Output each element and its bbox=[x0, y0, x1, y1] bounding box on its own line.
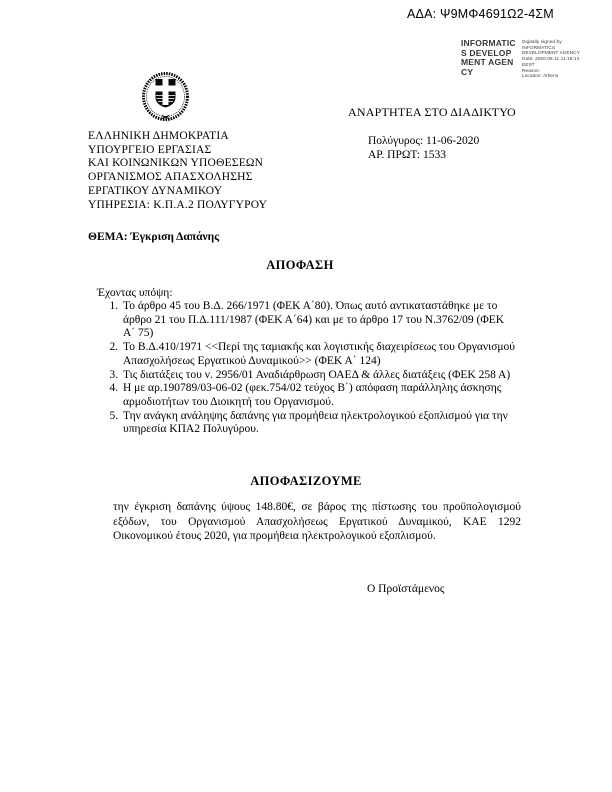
consideration-item: 2. Το Β.Δ.410/1971 <<Περί της ταμιακής και λογιστικής διαχειρίσεως του Οργανισμού Απασχολήσεως Εργατικού Δυναμικού>> (ΦΕΚ Α΄ 124) bbox=[121, 341, 515, 368]
decision-heading: ΑΠΟΦΑΣΗ bbox=[266, 258, 334, 272]
subject-line: ΘΕΜΑ: Έγκριση Δαπάνης bbox=[88, 231, 220, 243]
informatics-agency-label: INFORMATICS DEVELOPMENT AGENCY bbox=[461, 38, 516, 77]
consideration-item: 3. Τις διατάξεις του ν. 2956/01 Αναδιάρθρωση ΟΑΕΔ & άλλες διατάξεις (ΦΕΚ 258 Α) bbox=[121, 369, 515, 383]
org-header bbox=[88, 130, 267, 212]
signature-detail-line: Digitally signed by bbox=[522, 39, 562, 44]
place-date: Πολύγυρος: 11-06-2020 bbox=[368, 135, 480, 147]
signature-detail-line: DEVELOPMENT AGENCY bbox=[522, 50, 580, 56]
protocol-number: ΑΡ. ΠΡΩΤ: 1533 bbox=[368, 149, 446, 161]
ada-number: ΑΔΑ: Ψ9ΜΦ4691Ω2-4ΣΜ bbox=[407, 7, 554, 21]
signature-detail-line: Reason: bbox=[522, 67, 541, 73]
having-regard-label: Έχοντας υπόψη: bbox=[97, 287, 173, 299]
org-line: ΥΠΟΥΡΓΕΙΟ ΕΡΓΑΣΙΑΣ bbox=[88, 143, 212, 156]
signature-detail-line: INFORMATICS bbox=[522, 44, 556, 50]
signature-detail-line: EEST bbox=[522, 61, 535, 67]
publish-note: ΑΝΑΡΤΗΤΕΑ ΣΤΟ ΔΙΑΔΙΚΤΥΟ bbox=[348, 105, 516, 119]
org-line: ΥΠΗΡΕΣΙΑ: Κ.Π.Α.2 ΠΟΛΥΓΥΡΟΥ bbox=[88, 198, 268, 211]
consideration-item: 1. Το άρθρο 45 του Β.Δ. 266/1971 (ΦΕΚ Α΄80). Όπως αυτό αντικαταστάθηκε με το άρθρο 21 του Π.Δ.111/1987 (ΦΕΚ Α΄64) και με το άρθρο 17 του Ν.3762/09 (ΦΕΚ Α΄ 75) bbox=[121, 300, 515, 341]
org-line: ΕΛΛΗΝΙΚΗ ΔΗΜΟΚΡΑΤΙΑ bbox=[88, 130, 229, 142]
greek-coat-of-arms-icon bbox=[141, 71, 190, 122]
signature-detail-line: Location: Athens bbox=[522, 73, 559, 79]
resolution-paragraph: την έγκριση δαπάνης ύψους 148.80€, σε βάρος της πίστωσης του προϋπολογισμού εξόδων, του Οργανισμού Απασχολήσεως Εργατικού Δυναμικού, ΚΑΕ 1292 Οικονομικού έτους 2020, για προμήθεια ηλεκτρολογικού εξοπλισμού. bbox=[113, 501, 521, 543]
consideration-item: 4. Η με αρ.190789/03-06-02 (φεκ.754/02 τεύχος Β΄) απόφαση παράλληλης άσκησης αρμοδιοτήτων του Διοικητή του Οργανισμού. bbox=[121, 382, 515, 409]
signature-details bbox=[522, 39, 602, 79]
org-line: ΟΡΓΑΝΙΣΜΟΣ ΑΠΑΣΧΟΛΗΣΗΣ bbox=[88, 171, 253, 184]
org-line: ΕΡΓΑΤΙΚΟΥ ΔΥΝΑΜΙΚΟΥ bbox=[88, 184, 223, 197]
resolve-heading: ΑΠΟΦΑΣΙΖΟΥΜΕ bbox=[250, 474, 362, 488]
signature-title: Ο Προϊστάμενος bbox=[367, 583, 445, 595]
digital-signature-stamp bbox=[461, 39, 602, 79]
consideration-item: 5. Την ανάγκη ανάληψης δαπάνης για προμήθεια ηλεκτρολογικού εξοπλισμού για την υπηρεσία ΚΠΑ2 Πολυγύρου. bbox=[121, 410, 515, 437]
org-line: ΚΑΙ ΚΟΙΝΩΝΙΚΩΝ ΥΠΟΘΕΣΕΩΝ bbox=[88, 157, 264, 170]
considerations-list bbox=[99, 300, 515, 437]
signature-detail-line: Date: 2020.06.11 11:18:13 bbox=[522, 56, 580, 62]
